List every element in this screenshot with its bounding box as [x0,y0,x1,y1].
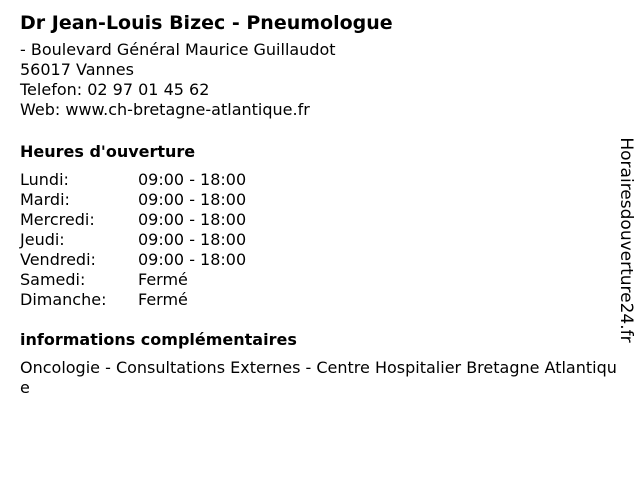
day-hours: 09:00 - 18:00 [138,190,247,209]
day-hours: Fermé [138,270,188,289]
day-hours: 09:00 - 18:00 [138,210,247,229]
day-label: Dimanche: [20,290,107,309]
hours-row [20,170,246,190]
website-line: Web: www.ch-bretagne-atlantique.fr [20,100,310,119]
opening-hours-table [20,170,246,310]
day-label: Vendredi: [20,250,96,269]
day-label: Mercredi: [20,210,95,229]
address-block [20,40,620,120]
hours-row [20,290,246,310]
day-label: Samedi: [20,270,86,289]
hours-row [20,270,246,290]
info-heading: informations complémentaires [20,330,297,349]
day-hours: 09:00 - 18:00 [138,230,247,249]
day-hours: 09:00 - 18:00 [138,170,247,189]
hours-heading: Heures d'ouverture [20,142,196,161]
city-line: 56017 Vannes [20,60,134,79]
business-card [20,10,620,398]
day-hours: 09:00 - 18:00 [138,250,247,269]
hours-row [20,210,246,230]
page-title: Dr Jean-Louis Bizec - Pneumologue [20,12,393,34]
info-text: Oncologie - Consultations Externes - Centre Hospitalier Bretagne Atlantique [20,358,617,397]
hours-row [20,250,246,270]
hours-row [20,190,246,210]
day-label: Lundi: [20,170,69,189]
site-watermark: Horairesdouverture24.fr [616,137,636,343]
day-hours: Fermé [138,290,188,309]
street-address: - Boulevard Général Maurice Guillaudot [20,40,336,59]
phone-line: Telefon: 02 97 01 45 62 [20,80,210,99]
hours-row [20,230,246,250]
day-label: Jeudi: [20,230,65,249]
day-label: Mardi: [20,190,70,209]
